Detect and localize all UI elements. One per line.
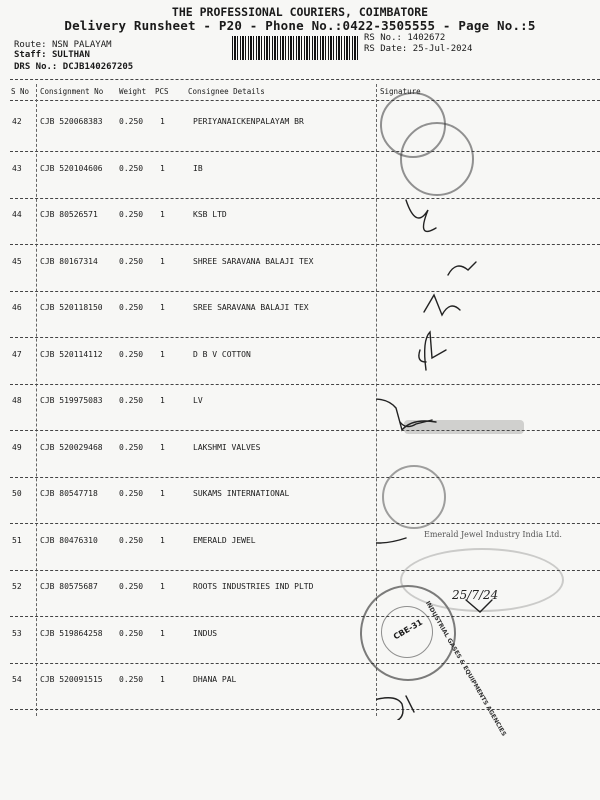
cell-sno: 46 — [12, 303, 22, 312]
drs-label: DRS No.: — [14, 62, 58, 72]
cell-pcs: 1 — [160, 582, 165, 591]
staff-value: SULTHAN — [51, 50, 90, 60]
cell-weight: 0.250 — [119, 210, 144, 219]
cell-sno: 42 — [12, 117, 22, 126]
signature — [376, 528, 406, 543]
col-header-sno: S No — [11, 87, 30, 96]
cell-weight: 0.250 — [119, 628, 144, 638]
cell-pcs: 1 — [160, 349, 165, 359]
cell-consignee: EMERALD JEWEL — [193, 535, 256, 545]
col-header-consignment: Consignment No — [40, 87, 104, 96]
route-label: Route: — [14, 40, 47, 50]
cell-pcs: 1 — [160, 675, 165, 684]
staff-line — [14, 50, 90, 60]
handwritten-date: 25/7/24 — [452, 588, 499, 602]
cell-pcs: 1 — [160, 396, 165, 405]
cell-consignment: CJB 520091515 — [40, 675, 103, 684]
rs-date-line — [364, 44, 472, 54]
rs-date-label: RS Date: — [364, 44, 408, 54]
cell-pcs: 1 — [160, 489, 165, 498]
cell-sno: 44 — [12, 210, 22, 219]
cell-consignment: CJB 80476310 — [40, 535, 98, 545]
cell-sno: 51 — [12, 535, 22, 545]
route-value: NSN PALAYAM — [51, 40, 112, 50]
col-header-pcs: PCS — [155, 87, 169, 96]
cell-weight: 0.250 — [119, 582, 144, 591]
cell-sno: 48 — [12, 396, 22, 405]
cell-consignee: SREE SARAVANA BALAJI TEX — [193, 303, 309, 312]
drs-value: DCJB140267205 — [62, 62, 134, 72]
cell-consignee: LV — [193, 396, 203, 405]
cell-pcs: 1 — [160, 117, 165, 126]
runsheet-title: Delivery Runsheet - P20 - Phone No.:0422-3505555 - Page No.:5 — [64, 18, 536, 33]
cell-pcs: 1 — [160, 210, 165, 219]
cell-pcs: 1 — [160, 442, 165, 452]
cell-weight: 0.250 — [119, 303, 144, 312]
cell-consignment: CJB 80547718 — [40, 489, 98, 498]
cell-consignee: PERIYANAICKENPALAYAM BR — [193, 117, 304, 126]
rs-date-value: 25-Jul-2024 — [412, 44, 473, 54]
cell-consignment: CJB 80575687 — [40, 582, 98, 591]
staff-label: Staff: — [14, 50, 47, 60]
cell-weight: 0.250 — [119, 489, 144, 498]
cell-weight: 0.250 — [119, 442, 144, 452]
signature — [425, 332, 446, 370]
barcode — [232, 36, 360, 60]
cell-weight: 0.250 — [119, 535, 144, 545]
column-divider — [36, 84, 37, 716]
cell-weight: 0.250 — [119, 256, 144, 266]
cell-pcs: 1 — [160, 535, 165, 545]
rs-no-value: 1402672 — [407, 33, 446, 43]
cell-pcs: 1 — [160, 163, 165, 173]
cell-consignee: DHANA PAL — [193, 675, 237, 684]
cell-consignment: CJB 519975083 — [40, 396, 103, 405]
cell-pcs: 1 — [160, 256, 165, 266]
cell-weight: 0.250 — [119, 396, 144, 405]
cell-pcs: 1 — [160, 303, 165, 312]
col-header-signature: Signature — [380, 87, 421, 96]
rs-no-label: RS No.: — [364, 33, 402, 43]
cell-weight: 0.250 — [119, 163, 144, 173]
signature — [448, 262, 476, 275]
cell-consignment: CJB 519864258 — [40, 628, 103, 638]
signature — [406, 696, 414, 712]
rs-no-line — [364, 33, 445, 43]
cell-weight: 0.250 — [119, 675, 144, 684]
col-header-weight: Weight — [119, 87, 147, 96]
cell-sno: 53 — [12, 628, 22, 638]
industrial-stamp-code: CBE-31 — [391, 617, 425, 642]
cell-consignee: KSB LTD — [193, 210, 227, 219]
signature — [376, 399, 436, 430]
industrial-stamp-text: INDUSTRIAL GASES & EQUIPMENTS AGENCIES — [423, 600, 508, 738]
cell-sno: 49 — [12, 442, 22, 452]
col-header-consignee: Consignee Details — [188, 87, 265, 96]
cell-consignment: CJB 520118150 — [40, 303, 103, 312]
cell-consignment: CJB 520029468 — [40, 442, 103, 452]
cell-consignment: CJB 520068383 — [40, 117, 103, 126]
cell-consignee: D B V COTTON — [193, 349, 251, 359]
cell-consignee: SUKAMS INTERNATIONAL — [193, 489, 290, 498]
cell-sno: 52 — [12, 582, 22, 591]
signature — [424, 295, 460, 315]
cell-sno: 50 — [12, 489, 22, 498]
cell-consignment: CJB 80167314 — [40, 256, 98, 266]
cell-sno: 43 — [12, 163, 22, 173]
cell-consignment: CJB 80526571 — [40, 210, 98, 219]
signature — [400, 420, 432, 427]
cell-weight: 0.250 — [119, 117, 144, 126]
cell-consignee: IB — [193, 163, 203, 173]
cell-sno: 45 — [12, 256, 22, 266]
cell-consignment: CJB 520104606 — [40, 163, 103, 173]
company-title: THE PROFESSIONAL COURIERS, COIMBATORE — [171, 5, 429, 19]
signature — [406, 200, 436, 231]
cell-weight: 0.250 — [119, 349, 144, 359]
cell-pcs: 1 — [160, 628, 165, 638]
drs-line — [14, 62, 133, 72]
cell-sno: 47 — [12, 349, 22, 359]
cell-consignee: INDUS — [193, 628, 218, 638]
cell-consignment: CJB 520114112 — [40, 349, 103, 359]
route-line — [14, 40, 112, 50]
cell-consignee: ROOTS INDUSTRIES IND PLTD — [193, 582, 314, 591]
emerald-stamp-text: Emerald Jewel Industry India Ltd. — [424, 530, 562, 539]
cell-consignee: LAKSHMI VALVES — [193, 442, 261, 452]
signature — [376, 698, 403, 720]
cell-sno: 54 — [12, 675, 22, 684]
cell-consignee: SHREE SARAVANA BALAJI TEX — [193, 256, 314, 266]
table-top-rule — [10, 79, 600, 80]
